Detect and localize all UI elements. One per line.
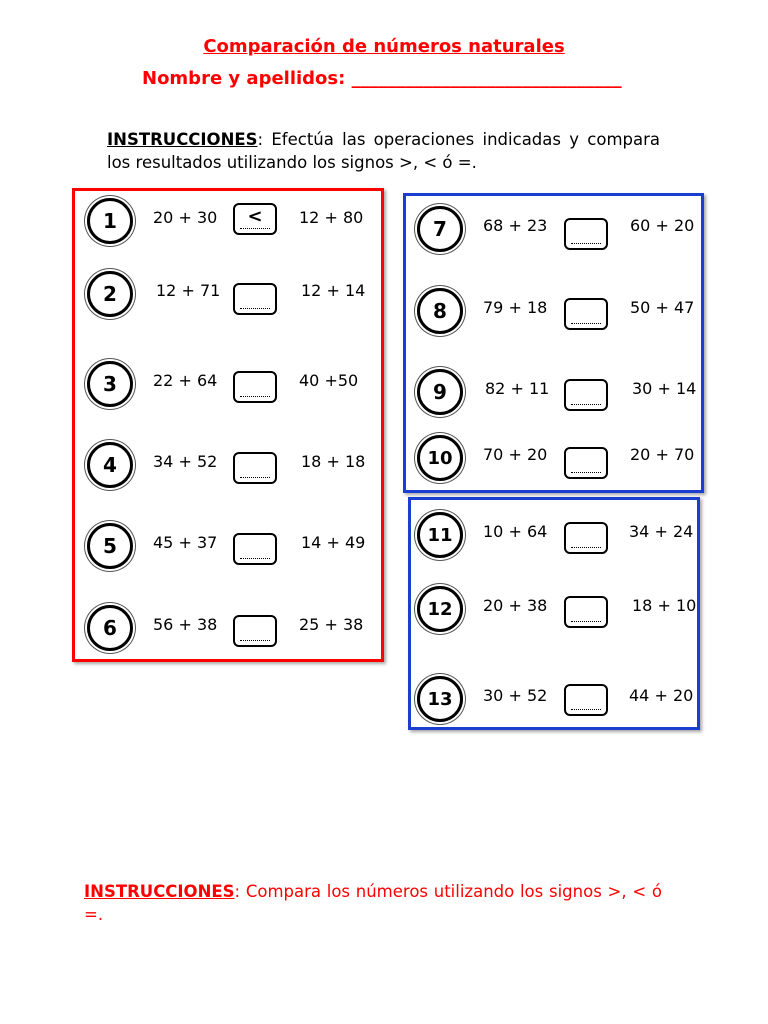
exercise-number: 7 — [417, 206, 463, 252]
left-expression: 56 + 38 — [153, 615, 218, 634]
right-expression: 40 +50 — [299, 371, 359, 390]
right-expression: 12 + 80 — [299, 208, 364, 227]
exercise-row — [87, 361, 377, 411]
name-field-label: Nombre y apellidos: ______________________________ — [142, 68, 622, 89]
exercise-number: 13 — [417, 676, 463, 722]
right-expression: 30 + 14 — [632, 379, 697, 398]
exercise-number: 8 — [417, 288, 463, 334]
exercise-number: 12 — [417, 586, 463, 632]
left-expression: 22 + 64 — [153, 371, 218, 390]
left-expression: 10 + 64 — [483, 522, 548, 541]
answer-box[interactable] — [233, 203, 277, 235]
answer-box[interactable] — [564, 684, 608, 716]
instructions-text: : Compara los números utilizando los signos >, < ó =. — [84, 882, 662, 924]
exercise-number: 10 — [417, 435, 463, 481]
answer-box[interactable] — [233, 283, 277, 315]
instructions-bottom — [84, 880, 662, 926]
exercise-row — [417, 586, 697, 636]
instructions-top — [107, 128, 660, 174]
exercise-row — [87, 198, 377, 248]
exercise-panel-blue-top — [403, 193, 704, 493]
exercise-row — [87, 271, 377, 321]
left-expression: 12 + 71 — [156, 281, 221, 300]
left-expression: 34 + 52 — [153, 452, 218, 471]
exercise-number: 9 — [417, 369, 463, 415]
left-expression: 82 + 11 — [485, 379, 550, 398]
exercise-row — [417, 676, 697, 726]
instructions-label: INSTRUCCIONES — [107, 130, 258, 149]
right-expression: 18 + 18 — [301, 452, 366, 471]
instructions-text: : Efectúa las operaciones indicadas y compara los resultados utilizando los signos >, < ó =. — [107, 130, 660, 172]
exercise-number: 2 — [87, 271, 133, 317]
exercise-row — [417, 435, 697, 485]
left-expression: 68 + 23 — [483, 216, 548, 235]
exercise-number: 1 — [87, 198, 133, 244]
answer-box[interactable] — [564, 447, 608, 479]
right-expression: 34 + 24 — [629, 522, 694, 541]
right-expression: 20 + 70 — [630, 445, 695, 464]
right-expression: 18 + 10 — [632, 596, 697, 615]
right-expression: 14 + 49 — [301, 533, 366, 552]
answer-box[interactable] — [233, 371, 277, 403]
exercise-panel-red — [72, 188, 384, 662]
left-expression: 70 + 20 — [483, 445, 548, 464]
right-expression: 12 + 14 — [301, 281, 366, 300]
right-expression: 50 + 47 — [630, 298, 695, 317]
exercise-number: 5 — [87, 523, 133, 569]
left-expression: 20 + 30 — [153, 208, 218, 227]
exercise-number: 3 — [87, 361, 133, 407]
answer-box[interactable] — [564, 379, 608, 411]
answer-box[interactable] — [233, 452, 277, 484]
instructions-label: INSTRUCCIONES — [84, 882, 235, 901]
exercise-number: 6 — [87, 605, 133, 651]
exercise-panel-blue-bottom — [408, 497, 700, 730]
right-expression: 44 + 20 — [629, 686, 694, 705]
worksheet-title: Comparación de números naturales — [203, 36, 565, 57]
answer-box[interactable] — [564, 298, 608, 330]
answer-box[interactable] — [233, 533, 277, 565]
exercise-row — [417, 369, 697, 419]
answer-box[interactable] — [233, 615, 277, 647]
exercise-row — [87, 523, 377, 573]
exercise-row — [417, 288, 697, 338]
right-expression: 60 + 20 — [630, 216, 695, 235]
answer-box[interactable] — [564, 596, 608, 628]
exercise-row — [417, 206, 697, 256]
left-expression: 20 + 38 — [483, 596, 548, 615]
answer-box[interactable] — [564, 218, 608, 250]
answer-sign: < — [247, 206, 263, 227]
exercise-number: 11 — [417, 512, 463, 558]
right-expression: 25 + 38 — [299, 615, 364, 634]
left-expression: 30 + 52 — [483, 686, 548, 705]
left-expression: 79 + 18 — [483, 298, 548, 317]
answer-box[interactable] — [564, 522, 608, 554]
left-expression: 45 + 37 — [153, 533, 218, 552]
exercise-row — [417, 512, 697, 562]
exercise-number: 4 — [87, 442, 133, 488]
exercise-row — [87, 442, 377, 492]
exercise-row — [87, 605, 377, 655]
